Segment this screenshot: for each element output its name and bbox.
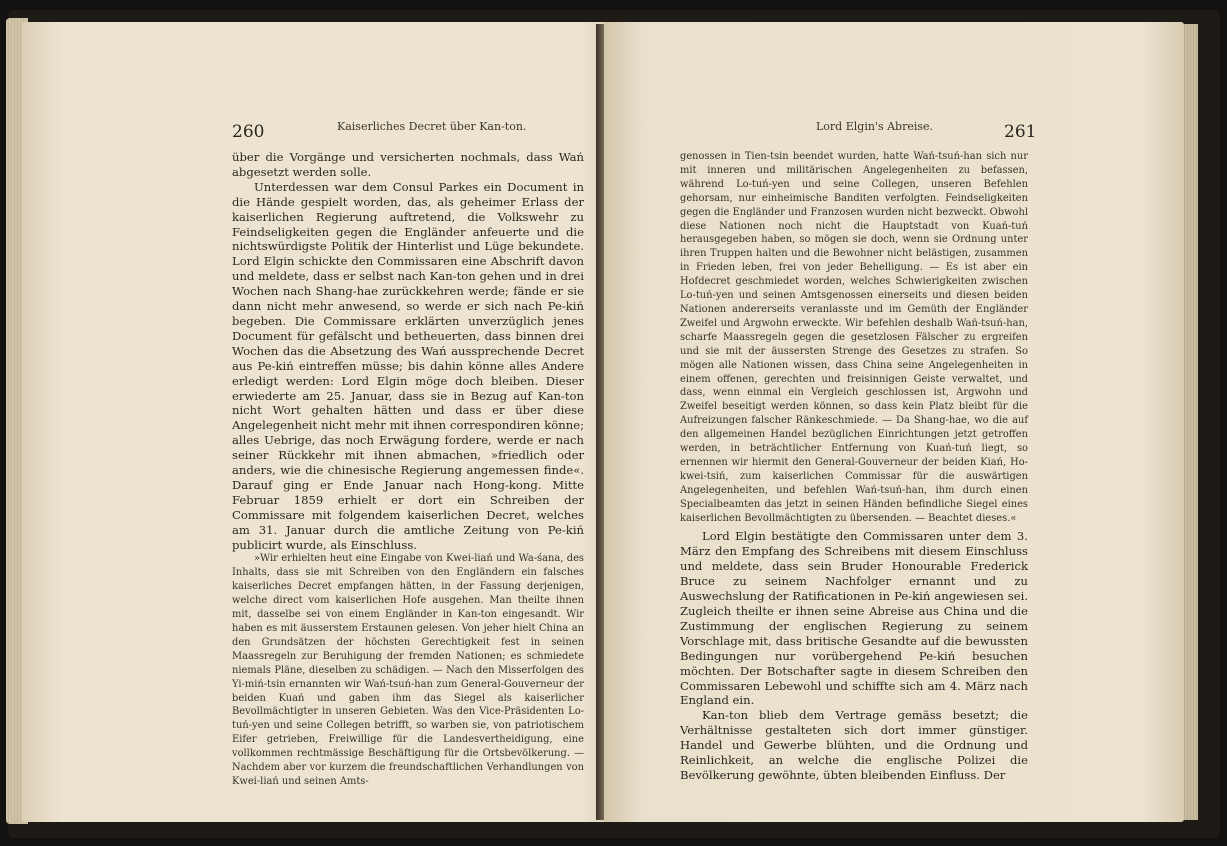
page-number: 261	[1004, 122, 1037, 142]
running-head: Lord Elgin's Abreise.	[816, 120, 934, 133]
page-number: 260	[232, 122, 265, 142]
paragraph: Kan-ton blieb dem Vertrage gemäss besetzt; die Verhältnisse gestalteten sich dort immer günstiger. Handel und Gewerbe blühten, und die Ordnung und Reinlichkeit, an welche die englische Polizei die Bevölkerung gewöhnte, übten bleibenden Einfluss. Der	[680, 708, 1028, 782]
decree-quote: genossen in Tien-tsin beendet wurden, hatte Wań-tsuń-han sich nur mit inneren und militärischen Angelegenheiten zu befassen, während Lo-tuń-yen und seine Collegen, unseren Befehlen gehorsam, nur einheimische Banditen verfolgten. Feindseligkeiten gegen die Engländer und Franzosen wurden nicht bezweckt. Obwohl diese Nationen noch nicht die Hauptstadt von Kuań-tuń herausgegeben haben, so mögen sie doch, wenn sie Ordnung unter ihren Truppen halten und die Bewohner nicht belästigen, zusammen in Frieden leben, frei von jeder Behelligung. — Es ist aber ein Hofdecret geschmiedet worden, welches Schwierigkeiten zwischen Lo-tuń-yen und seinen Amtsgenossen einerseits und diesen beiden Nationen andererseits veranlasste und im Gemüth der Engländer Zweifel und Argwohn erweckte. Wir befehlen deshalb Wań-tsuń-han, scharfe Maassregeln gegen die gesetzlosen Fälscher zu ergreifen und sie mit der äussersten Strenge des Gesetzes zu strafen. So mögen alle Nationen wissen, dass China seine Angelegenheiten in einem offenen, gerechten und freisinnigen Geiste verwaltet, und dass, wenn einmal ein Vergleich geschlossen ist, Argwohn und Zweifel beseitigt werden können, so dass kein Platz bleibt für die Aufreizungen falscher Ränkeschmiede. — Da Shang-hae, wo die auf den allgemeinen Handel bezüglichen Einrichtungen jetzt getroffen werden, in beträchtlicher Entfernung von Kuań-tuń liegt, so ernennen wir hiermit den General-Gouverneur der beiden Kiań, Ho-kwei-tsiń, zum kaiserlichen Commissar für die auswärtigen Angelegenheiten, und befehlen Wań-tsuń-han, ihm durch einen Specialbeamten das jetzt in seinen Händen befindliche Siegel eines kaiserlichen Bevollmächtigten zu übersenden. — Beachtet dieses.«	[680, 151, 1028, 524]
paragraph: Lord Elgin bestätigte den Commissaren unter dem 3. März den Empfang des Schreibens mit diesem Einschluss und meldete, dass sein Bruder Honourable Frederick Bruce zu seinem Nachfolger ernannt und zu Auswechslung der Ratificationen in Pe-kiń angewiesen sei. Zugleich theilte er ihnen seine Abreise aus China und die Zustimmung der englischen Regierung zu seinem Vorschlage mit, dass britische Gesandte auf die bewussten Bedingungen nur vorübergehend Pe-kiń besuchen möchten. Der Botschafter sagte in diesem Schreiben den Commissaren Lebewohl und schiffte sich am 4. März nach England ein.	[680, 529, 1028, 708]
right-page	[604, 22, 1184, 822]
body-text	[680, 150, 1028, 783]
left-page	[22, 22, 622, 822]
paragraph: Unterdessen war dem Consul Parkes ein Document in die Hände gespielt worden, das, als geheimer Erlass der kaiserlichen Regierung auftretend, die Volkswehr zu Feindseligkeiten gegen die Engländer anfeuerte und die nichtswürdigste Politik der Hinterlist und Lüge bekundete. Lord Elgin schickte den Commissaren eine Abschrift davon und meldete, dass er selbst nach Kan-ton gehen und in drei Wochen nach Shang-hae zurückkehren werde; fände er sie dann nicht mehr anwesend, so werde er sich nach Pe-kiń begeben. Die Commissare erklärten unverzüglich jenes Document für gefälscht und betheuerten, dass binnen drei Wochen das die Absetzung des Wań aussprechende Decret aus Pe-kiń eintreffen müsse; bis dahin könne alles Andere erledigt werden: Lord Elgin möge doch bleiben. Dieser erwiederte am 25. Januar, dass sie in Bezug auf Kan-ton nicht Wort gehalten hätten und dass er über diese Angelegenheit nicht mehr mit ihnen correspondiren könne; alles Uebrige, das noch Erwägung fordere, werde er nach seiner Rückkehr mit ihnen abmachen, »friedlich oder anders, wie die chinesische Regierung angemessen finde«. Darauf ging er Ende Januar nach Hong-kong. Mitte Februar 1859 erhielt er dort ein Schreiben der Commissare mit folgendem kaiserlichen Decret, welches am 31. Januar durch die amtliche Zeitung von Pe-kiń publicirt wurde, als Einschluss.	[232, 179, 584, 552]
paragraph: über die Vorgänge und versicherten nochmals, dass Wań abgesetzt werden solle.	[232, 150, 584, 179]
body-text	[232, 150, 584, 789]
running-head: Kaiserliches Decret über Kan-ton.	[337, 120, 527, 133]
decree-quote: »Wir erhielten heut eine Eingabe von Kwei-liań und Wa-śana, des Inhalts, dass sie mit Schreiben von den Engländern ein falsches kaiserliches Decret empfangen hätten, in der Fassung derjenigen, welche direct vom kaiserlichen Hofe ausgehen. Man theilte ihnen mit, dasselbe sei von einem Engländer in Kan-ton eingesandt. Wir haben es mit äusserstem Erstaunen gelesen. Von jeher hielt China an den Grundsätzen der höchsten Gerechtigkeit fest in seinen Maassregeln zur Beruhigung der fremden Nationen; es schmiedete niemals Pläne, dieselben zu schädigen. — Nach den Misserfolgen des Yi-miń-tsin ernannten wir Wań-tsuń-han zum General-Gouverneur der beiden Kuań und gaben ihm das Siegel als kaiserlicher Bevollmächtigter in unseren Gebieten. Was den Vice-Präsidenten Lo-tuń-yen und seine Collegen betrifft, so warben sie, von patriotischem Eifer getrieben, Freiwillige für die Landesvertheidigung, eine vollkommen rechtmässige Beschäftigung für die Ortsbevölkerung. — Nachdem aber vor kurzem die freundschaftlichen Verhandlungen von Kwei-liań und seinen Amts-	[232, 553, 584, 787]
